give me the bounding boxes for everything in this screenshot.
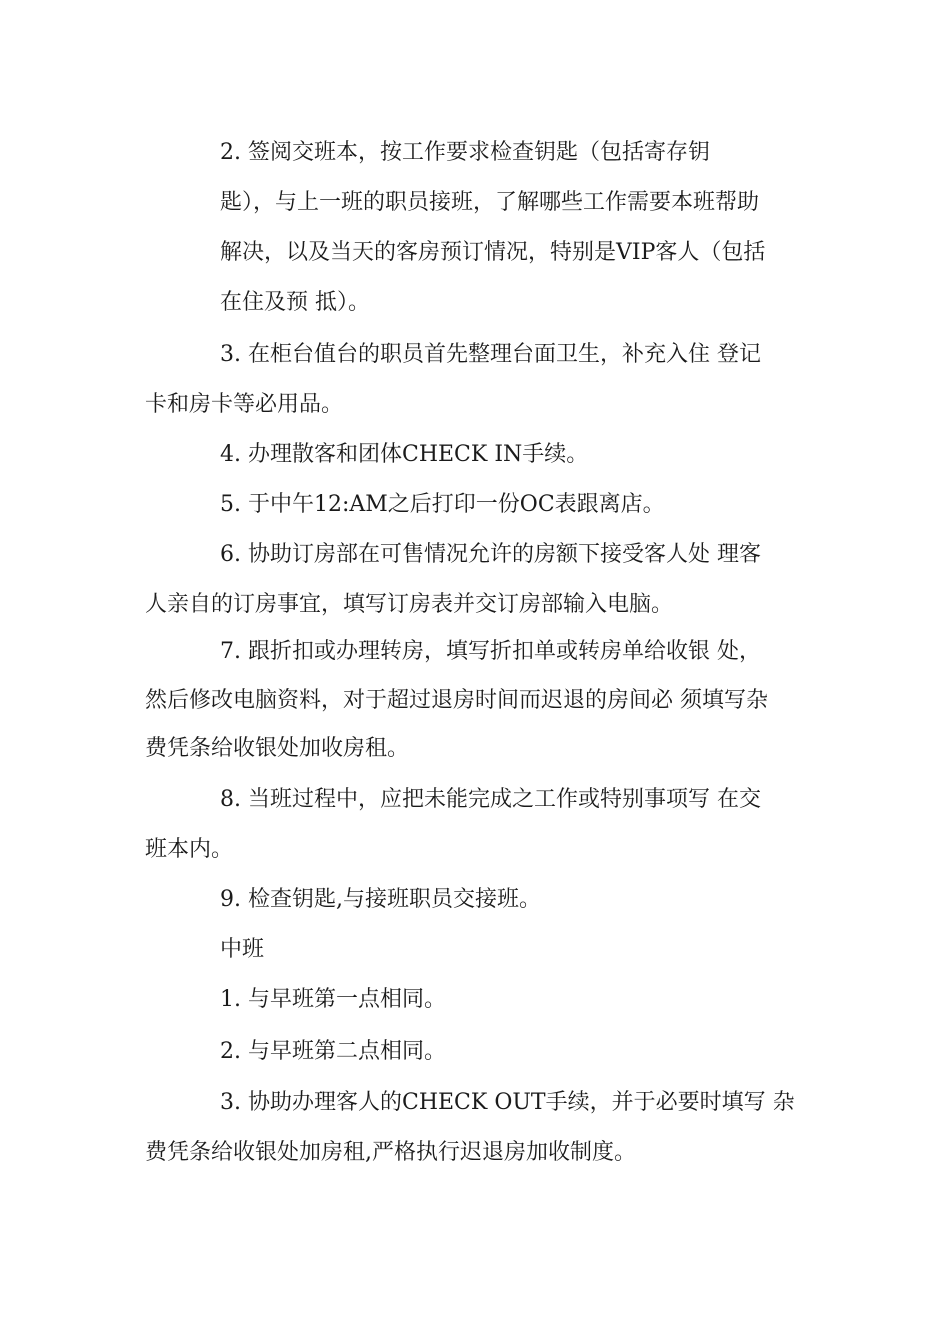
text-line: 2. 签阅交班本，按工作要求检查钥匙（包括寄存钥 <box>220 140 710 165</box>
section-heading: 中班 <box>220 937 265 962</box>
text-line: 5. 于中午12:AM之后打印一份OC表跟离店。 <box>220 492 665 517</box>
text-line: 匙），与上一班的职员接班，了解哪些工作需要本班帮助 <box>220 190 760 215</box>
text-line: 2. 与早班第二点相同。 <box>220 1039 446 1064</box>
text-line: 解决，以及当天的客房预订情况，特别是VIP客人（包括 <box>220 240 766 265</box>
text-line: 3. 在柜台值台的职员首先整理台面卫生，补充入住 登记 <box>220 342 761 367</box>
text-line: 卡和房卡等必用品。 <box>145 392 344 417</box>
text-line: 在住及预 抵）。 <box>220 290 370 315</box>
text-line: 7. 跟折扣或办理转房，填写折扣单或转房单给收银 处， <box>220 639 761 664</box>
text-line: 费凭条给收银处加房租,严格执行迟退房加收制度。 <box>145 1140 636 1165</box>
text-line: 3. 协助办理客人的CHECK OUT手续，并于必要时填写 杂 <box>220 1090 795 1115</box>
text-line: 9. 检查钥匙,与接班职员交接班。 <box>220 887 541 912</box>
text-line: 6. 协助订房部在可售情况允许的房额下接受客人处 理客 <box>220 542 761 567</box>
text-line: 8. 当班过程中，应把未能完成之工作或特别事项写 在交 <box>220 787 761 812</box>
text-line: 班本内。 <box>145 837 234 862</box>
text-line: 费凭条给收银处加收房租。 <box>145 736 410 761</box>
text-line: 4. 办理散客和团体CHECK IN手续。 <box>220 442 589 467</box>
text-line: 然后修改电脑资料，对于超过退房时间而迟退的房间必 须填写杂 <box>145 688 768 713</box>
text-line: 人亲自的订房事宜，填写订房表并交订房部输入电脑。 <box>145 592 674 617</box>
text-line: 1. 与早班第一点相同。 <box>220 987 446 1012</box>
